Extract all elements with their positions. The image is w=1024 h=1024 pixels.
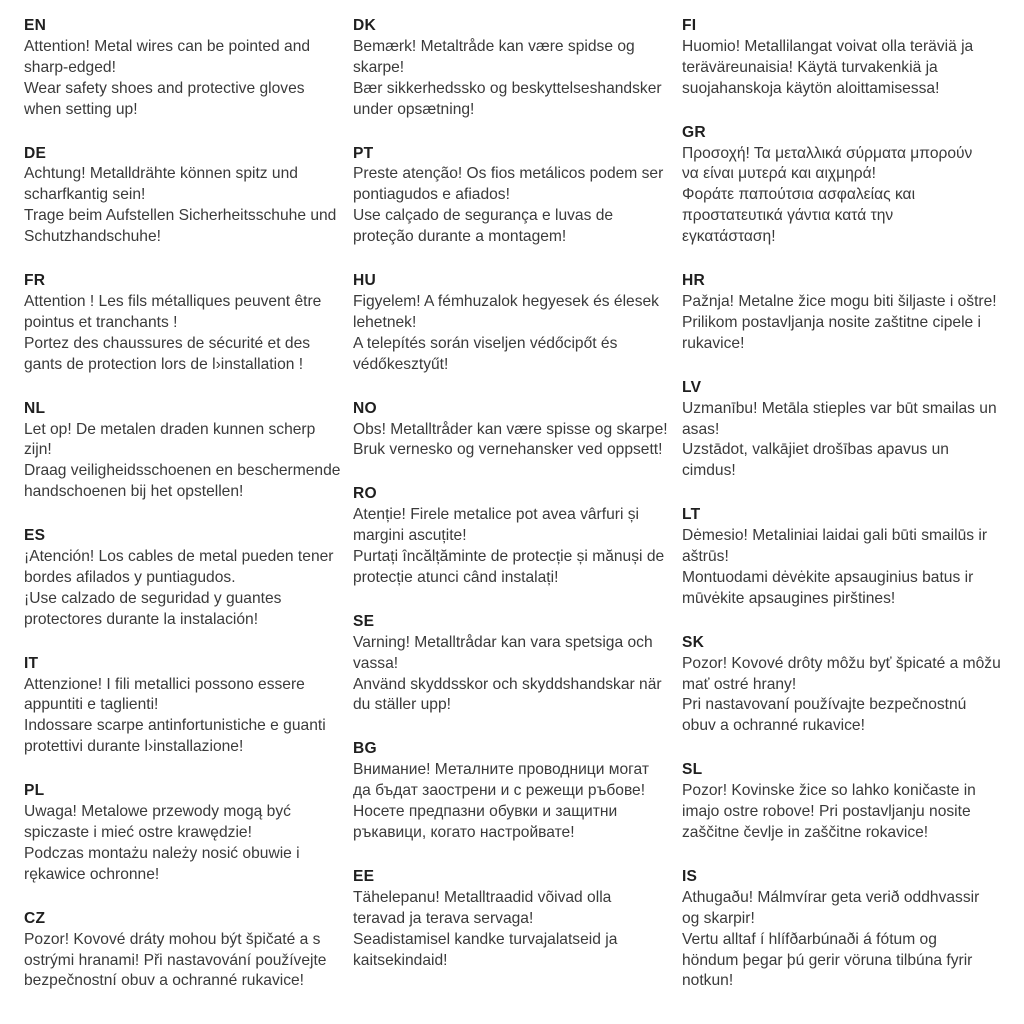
language-code: LT [682, 506, 701, 524]
warning-line: spiczaste i mieć ostre krawędzie! [24, 824, 252, 841]
warning-line: proteção durante a montagem! [353, 228, 567, 246]
warning-line: Use calçado de segurança e luvas de [353, 207, 614, 225]
warning-line: höndum þegar þú gerir vöruna tilbúna fyrir [682, 951, 973, 969]
language-block [24, 654, 353, 759]
language-block [24, 909, 353, 993]
language-code: EE [353, 867, 375, 885]
warning-line: да бъдат заострени и с режещи ръбове! [353, 782, 646, 800]
warning-line: Uzmanību! Metāla stieples var būt smailas un [682, 399, 997, 417]
warning-line: appuntiti e taglienti! [24, 696, 159, 714]
warning-line: pontiagudos e afiados! [353, 186, 510, 204]
warning-line: Obs! Metalltråder kan være spisse og skarpe! [353, 420, 668, 438]
warning-line: Bær sikkerhedssko og beskyttelseshandsker [353, 79, 662, 97]
warning-line: du ställer upp! [353, 696, 451, 714]
warning-line: Athugaðu! Málmvírar geta verið oddhvassir [682, 888, 980, 906]
language-block [353, 739, 682, 844]
language-block [24, 781, 353, 886]
warning-line: teravad ja terava servaga! [353, 909, 534, 927]
warning-line: Носете предпазни обувки и защитни [353, 803, 618, 821]
warning-line: Figyelem! A fémhuzalok hegyesek és élesek [353, 292, 659, 310]
language-block [24, 526, 353, 631]
warning-line: Portez des chaussures de sécurité et des [24, 334, 311, 352]
language-block [353, 612, 682, 717]
warnings-column-3 [682, 16, 1004, 1024]
warning-line: Montuodami dėvėkite apsauginius batus ir [682, 568, 974, 586]
language-code: IS [682, 867, 698, 885]
language-block [682, 505, 1004, 610]
language-block [24, 271, 353, 376]
warning-line: Pozor! Kovové drôty môžu byť špicaté a môžu [682, 654, 1001, 672]
warning-line: προστατευτικά γάντια κατά την [682, 207, 894, 225]
language-block [353, 16, 682, 121]
warning-line: aštrūs! [682, 548, 729, 566]
language-code: NO [353, 399, 377, 417]
warnings-column-2 [353, 16, 682, 1024]
warning-line: Uwaga! Metalowe przewody mogą być [24, 803, 291, 821]
warning-line: Pozor! Kovinske žice so lahko koničaste in [682, 782, 976, 800]
warning-line: pointus et tranchants ! [24, 313, 178, 331]
warning-line: imajo ostre robove! Pri postavljanju nosite [682, 803, 971, 821]
language-block [682, 760, 1004, 844]
warning-line: ¡Use calzado de seguridad y guantes [24, 589, 282, 607]
warnings-column-1 [24, 16, 353, 1024]
warning-line: Seadistamisel kandke turvajalatseid ja [353, 930, 618, 948]
warning-line: Tähelepanu! Metalltraadid võivad olla [353, 888, 612, 906]
language-block [682, 123, 1004, 248]
warning-line: notkun! [682, 972, 734, 990]
language-code: SE [353, 612, 375, 630]
warning-line: Bemærk! Metaltråde kan være spidse og [353, 37, 635, 55]
warning-line: mať ostré hrany! [682, 675, 797, 693]
warning-line: Внимание! Металните проводници могат [353, 761, 649, 779]
language-code: HU [353, 272, 376, 290]
warning-line: rękawice ochronne! [24, 865, 160, 883]
warning-line: εγκατάσταση! [682, 228, 776, 246]
warning-line: lehetnek! [353, 313, 417, 331]
warning-line: védőkesztyűt! [353, 355, 449, 373]
warning-line: Attenzione! I fili metallici possono essere [24, 675, 305, 693]
warning-line: protettivi durante l›installazione! [24, 738, 244, 756]
warning-line: mūvėkite apsaugines pirštines! [682, 589, 896, 607]
warning-line: Huomio! Metallilangat voivat olla teräviä ja [682, 37, 974, 55]
warning-line: Attention ! Les fils métalliques peuvent être [24, 292, 322, 310]
warning-line: Let op! De metalen draden kunnen scherp [24, 420, 316, 438]
language-code: PL [24, 782, 45, 800]
language-code: GR [682, 123, 706, 141]
warning-line: Attention! Metal wires can be pointed and [24, 37, 311, 55]
language-code: IT [24, 654, 39, 672]
warning-line: Indossare scarpe antinfortunistiche e guanti [24, 717, 326, 735]
warning-line: Draag veiligheidsschoenen en beschermende [24, 462, 341, 480]
warning-line: kaitsekindaid! [353, 951, 448, 969]
warning-line: Podczas montażu należy nosić obuwie i [24, 844, 300, 862]
warning-line: Preste atenção! Os fios metálicos podem ser [353, 165, 664, 183]
language-block [682, 378, 1004, 483]
language-code: EN [24, 17, 47, 34]
warning-line: bezpečnostní obuv a ochranné rukavice! [24, 972, 305, 990]
language-block [353, 271, 682, 376]
warning-line: Wear safety shoes and protective gloves [24, 79, 305, 97]
language-code: DE [24, 144, 47, 162]
language-block [353, 484, 682, 589]
warning-line: scharfkantig sein! [24, 186, 146, 204]
warning-line: zijn! [24, 441, 52, 459]
warning-line: margini ascuțite! [353, 527, 467, 545]
language-block [353, 399, 682, 462]
language-block [682, 867, 1004, 992]
language-code: BG [353, 740, 377, 758]
warning-line: handschoenen bij het opstellen! [24, 483, 244, 501]
language-code: HR [682, 272, 705, 290]
language-code: FI [682, 17, 697, 34]
warning-line: ¡Atención! Los cables de metal pueden tener [24, 548, 334, 566]
warning-line: Pažnja! Metalne žice mogu biti šiljaste i oštre! [682, 292, 997, 310]
warning-line: bordes afilados y puntiagudos. [24, 568, 236, 586]
warning-line: skarpe! [353, 58, 405, 76]
language-block [24, 399, 353, 504]
language-code: PT [353, 144, 374, 162]
warning-line: teräväreunaisia! Käytä turvakenkiä ja [682, 58, 938, 76]
warning-line: Använd skyddsskor och skyddshandskar när [353, 675, 662, 693]
warning-line: ostrými hranami! Při nastavování používejte [24, 951, 327, 969]
warning-line: protectores durante la instalación! [24, 610, 259, 628]
warning-line: gants de protection lors de l›installation ! [24, 355, 304, 373]
language-code: CZ [24, 909, 46, 927]
warning-line: under opsætning! [353, 100, 475, 118]
language-code: NL [24, 399, 46, 417]
warning-line: Προσοχή! Τα μεταλλικά σύρματα μπορούν [682, 144, 973, 162]
warning-line: zaščitne čevlje in zaščitne rokavice! [682, 824, 929, 841]
warning-line: Vertu alltaf í hlífðarbúnaði á fótum og [682, 930, 937, 948]
language-block [353, 144, 682, 249]
warning-line: obuv a ochranné rukavice! [682, 717, 865, 735]
warning-line: sharp-edged! [24, 58, 116, 76]
warning-line: Pri nastavovaní používajte bezpečnostnú [682, 696, 967, 714]
warning-line: og skarpir! [682, 909, 755, 927]
warning-line: vassa! [353, 654, 399, 672]
warning-line: Schutzhandschuhe! [24, 228, 161, 246]
language-block [24, 16, 353, 121]
warning-line: Prilikom postavljanja nosite zaštitne cipele i [682, 313, 982, 331]
language-code: ES [24, 527, 46, 545]
language-code: RO [353, 485, 377, 503]
language-block [682, 271, 1004, 355]
language-block [682, 633, 1004, 738]
language-code: DK [353, 17, 376, 34]
warning-line: when setting up! [24, 100, 138, 118]
warning-line: Atenție! Firele metalice pot avea vârfuri și [353, 506, 640, 524]
warning-line: να είναι μυτερά και αιχμηρά! [682, 165, 876, 183]
warning-line: Φοράτε παπούτσια ασφαλείας και [682, 186, 916, 204]
warning-line: Varning! Metalltrådar kan vara spetsiga och [353, 633, 653, 651]
warning-line: ръкавици, когато настройвате! [353, 824, 575, 841]
language-block [24, 144, 353, 249]
warning-line: Trage beim Aufstellen Sicherheitsschuhe und [24, 207, 337, 225]
warning-line: Uzstādot, valkājiet drošības apavus un [682, 441, 949, 459]
warning-line: Pozor! Kovové dráty mohou být špičaté a s [24, 930, 321, 948]
language-code: FR [24, 272, 46, 290]
language-code: SK [682, 633, 705, 651]
warning-line: asas! [682, 420, 720, 438]
language-block [682, 16, 1004, 100]
warning-line: rukavice! [682, 334, 745, 352]
warning-line: cimdus! [682, 462, 736, 480]
warning-line: Purtați încălțăminte de protecție și mănuși de [353, 548, 665, 566]
warning-line: suojahanskoja käytön aloittamisessa! [682, 79, 940, 97]
language-code: SL [682, 761, 703, 779]
warning-line: Dėmesio! Metaliniai laidai gali būti smailūs ir [682, 527, 988, 545]
warning-line: A telepítés során viseljen védőcipőt és [353, 334, 618, 352]
language-code: LV [682, 378, 702, 396]
warning-line: Achtung! Metalldrähte können spitz und [24, 165, 298, 183]
warning-line: Bruk vernesko og vernehansker ved oppsett! [353, 441, 663, 459]
warning-line: protecție atunci când instalați! [353, 568, 559, 586]
language-block [353, 867, 682, 972]
